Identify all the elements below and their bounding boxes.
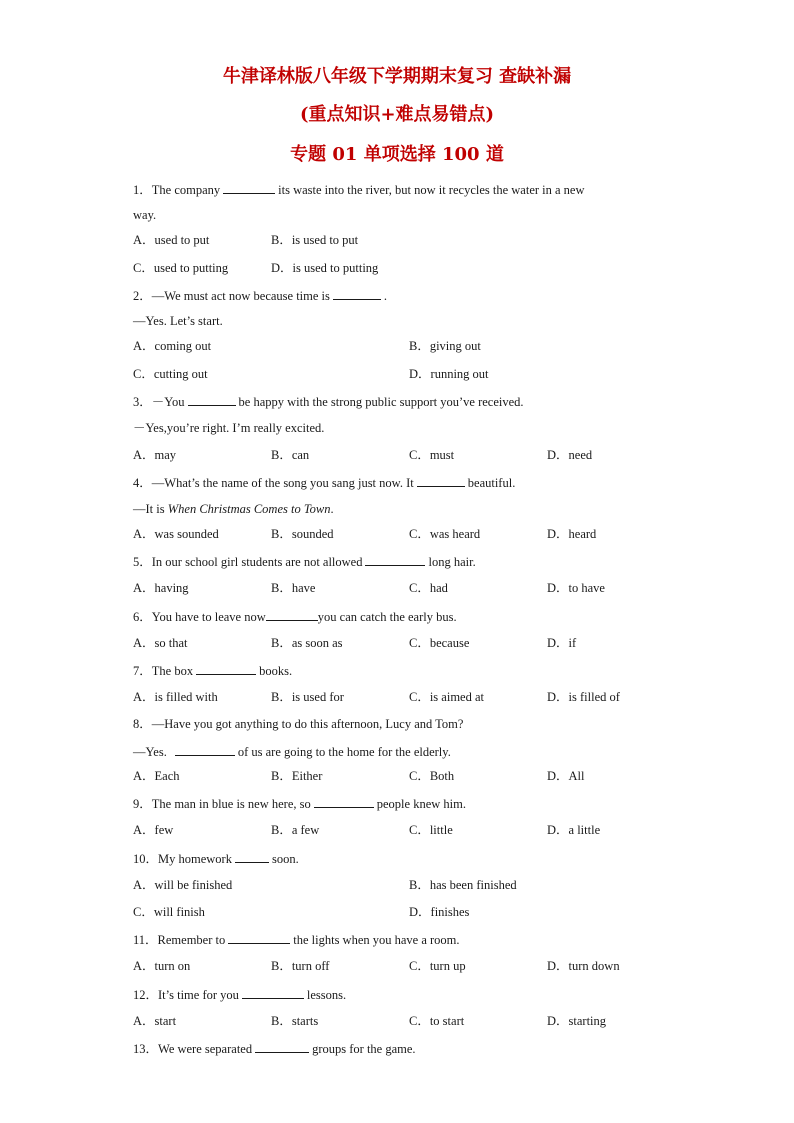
- option-a: A．having: [133, 581, 189, 595]
- option-b: B．turn off: [271, 959, 330, 973]
- document-subtitle: (重点知识+难点易错点): [299, 104, 495, 125]
- question-9: 9．The man in blue is new here, so people knew him.: [133, 797, 466, 811]
- section-title: 专题 01 单项选择 100 道: [290, 144, 504, 165]
- option-c: C．used to putting: [133, 261, 229, 275]
- option-b: B．as soon as: [271, 636, 343, 650]
- answer-blank: [188, 393, 236, 406]
- question-1-continued: way.: [133, 208, 157, 222]
- option-a: A．will be finished: [133, 878, 233, 892]
- option-c: C．is aimed at: [409, 690, 484, 704]
- option-c: C．was heard: [409, 527, 481, 541]
- option-a: A．start: [133, 1014, 177, 1028]
- question-12: 12．It’s time for you lessons.: [133, 988, 347, 1002]
- question-3-continued: －Yes,you’re right. I’m really excited.: [133, 421, 325, 435]
- question-4: 4．—What’s the name of the song you sang just now. It beautiful.: [133, 476, 516, 490]
- question-7: 7．The box books.: [133, 664, 293, 678]
- option-a: A．so that: [133, 636, 188, 650]
- document-title: 牛津译林版八年级下学期期末复习 查缺补漏: [222, 66, 572, 87]
- question-4-continued: —It is When Christmas Comes to Town.: [133, 502, 334, 516]
- question-2-continued: —Yes. Let’s start.: [133, 314, 223, 328]
- option-b: B．giving out: [409, 339, 481, 353]
- option-d: D．need: [547, 448, 593, 462]
- question-8-continued: —Yes. of us are going to the home for the elderly.: [133, 745, 451, 759]
- option-a: A．is filled with: [133, 690, 218, 704]
- option-b: B．starts: [271, 1014, 319, 1028]
- question-13: 13．We were separated groups for the game.: [133, 1042, 416, 1056]
- answer-blank: [314, 795, 374, 808]
- option-c: C．had: [409, 581, 448, 595]
- option-a: A．used to put: [133, 233, 210, 247]
- option-d: D．if: [547, 636, 577, 650]
- option-a: A．turn on: [133, 959, 191, 973]
- question-10: 10．My homework soon.: [133, 852, 299, 866]
- question-6: 6．You have to leave now you can catch the early bus.: [133, 610, 457, 624]
- question-1: 1．The company its waste into the river, but now it recycles the water in a new: [133, 183, 585, 197]
- option-c: C．Both: [409, 769, 455, 783]
- option-d: D．finishes: [409, 905, 470, 919]
- option-d: D．turn down: [547, 959, 620, 973]
- option-b: B．has been finished: [409, 878, 517, 892]
- option-c: C．little: [409, 823, 453, 837]
- option-b: B．can: [271, 448, 310, 462]
- question-8: 8．—Have you got anything to do this afternoon, Lucy and Tom?: [133, 717, 464, 731]
- option-a: A．few: [133, 823, 174, 837]
- answer-blank: [196, 662, 256, 675]
- answer-blank: [365, 553, 425, 566]
- option-c: C．turn up: [409, 959, 466, 973]
- question-3: 3．－You be happy with the strong public support you’ve received.: [133, 395, 524, 409]
- option-c: C．to start: [409, 1014, 465, 1028]
- option-a: A．coming out: [133, 339, 212, 353]
- option-d: D．is filled of: [547, 690, 620, 704]
- option-b: B．sounded: [271, 527, 334, 541]
- answer-blank: [228, 931, 290, 944]
- option-c: C．must: [409, 448, 455, 462]
- answer-blank: [417, 474, 465, 487]
- question-11: 11．Remember to the lights when you have a room.: [133, 933, 460, 947]
- option-c: C．will finish: [133, 905, 205, 919]
- answer-blank: [255, 1040, 309, 1053]
- question-5: 5．In our school girl students are not allowed long hair.: [133, 555, 476, 569]
- answer-blank: [242, 986, 304, 999]
- option-b: B．is used for: [271, 690, 344, 704]
- option-d: D．All: [547, 769, 585, 783]
- option-c: C．because: [409, 636, 470, 650]
- option-d: D．heard: [547, 527, 597, 541]
- option-d: D．running out: [409, 367, 489, 381]
- option-a: A．was sounded: [133, 527, 219, 541]
- option-d: D．starting: [547, 1014, 607, 1028]
- option-b: B．is used to put: [271, 233, 359, 247]
- answer-blank: [266, 608, 318, 621]
- question-2: 2．—We must act now because time is .: [133, 289, 388, 303]
- answer-blank: [235, 850, 269, 863]
- answer-blank: [223, 181, 275, 194]
- option-b: B．a few: [271, 823, 320, 837]
- option-b: B．have: [271, 581, 316, 595]
- option-b: B．Either: [271, 769, 323, 783]
- option-a: A．Each: [133, 769, 180, 783]
- option-c: C．cutting out: [133, 367, 208, 381]
- option-d: D．is used to putting: [271, 261, 379, 275]
- answer-blank: [333, 287, 381, 300]
- option-a: A．may: [133, 448, 177, 462]
- option-d: D．a little: [547, 823, 601, 837]
- option-d: D．to have: [547, 581, 605, 595]
- answer-blank: [175, 743, 235, 756]
